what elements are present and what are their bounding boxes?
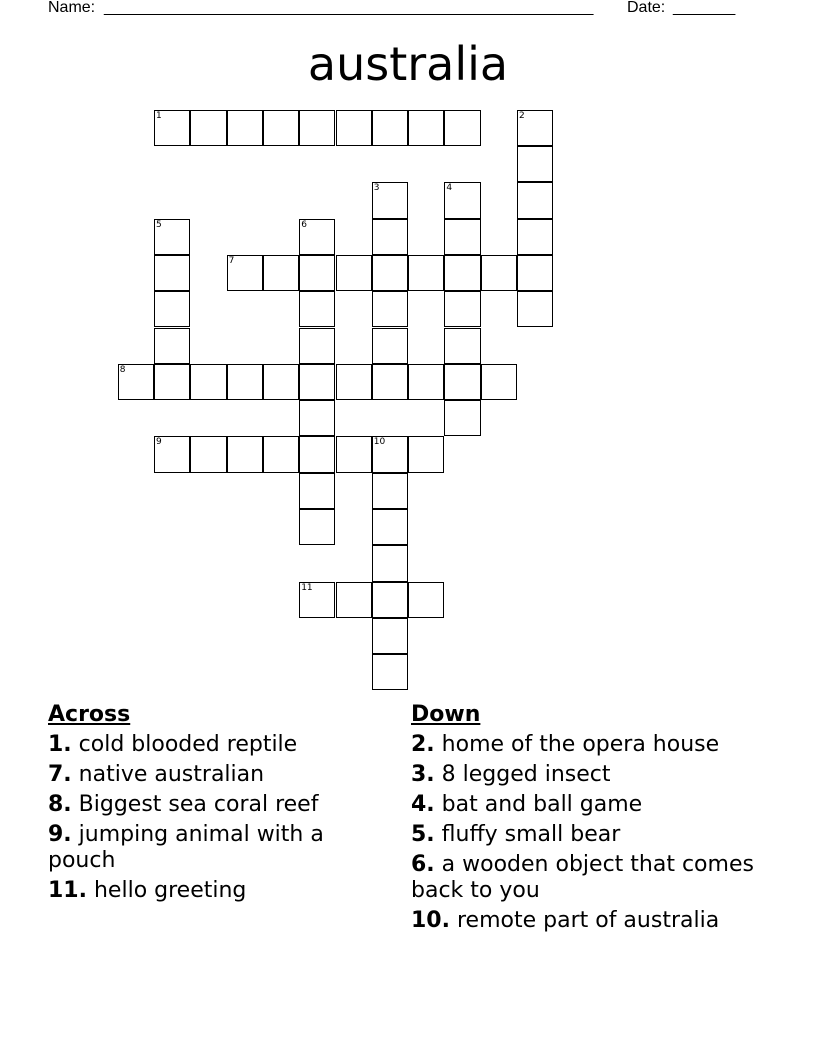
clue-text: bat and ball game — [441, 792, 643, 817]
crossword-cell[interactable] — [517, 255, 553, 291]
down-heading: Down — [411, 702, 481, 727]
across-clue — [48, 792, 368, 818]
crossword-cell[interactable] — [154, 219, 190, 255]
clue-number: 11. — [48, 878, 87, 903]
crossword-cell[interactable] — [372, 654, 408, 690]
clue-text: fluffy small bear — [441, 822, 621, 847]
crossword-cell[interactable] — [154, 110, 190, 146]
crossword-cell[interactable] — [190, 364, 226, 400]
cell-number: 5 — [156, 219, 162, 230]
crossword-cell[interactable] — [154, 436, 190, 472]
crossword-cell[interactable] — [118, 364, 154, 400]
crossword-cell[interactable] — [336, 110, 372, 146]
crossword-cell[interactable] — [517, 146, 553, 182]
down-clue — [411, 852, 771, 904]
crossword-cell[interactable] — [444, 182, 480, 218]
crossword-cell[interactable] — [299, 436, 335, 472]
crossword-cell[interactable] — [227, 436, 263, 472]
crossword-cell[interactable] — [263, 436, 299, 472]
crossword-cell[interactable] — [336, 436, 372, 472]
clue-number: 7. — [48, 762, 72, 787]
down-clues — [411, 702, 771, 938]
crossword-cell[interactable] — [372, 219, 408, 255]
crossword-cell[interactable] — [154, 364, 190, 400]
crossword-cell[interactable] — [227, 255, 263, 291]
cell-number: 4 — [446, 183, 453, 194]
crossword-cell[interactable] — [372, 509, 408, 545]
down-clue — [411, 822, 771, 848]
crossword-cell[interactable] — [299, 400, 335, 436]
down-clue — [411, 908, 771, 934]
crossword-cell[interactable] — [372, 618, 408, 654]
cell-number: 11 — [301, 582, 313, 593]
crossword-cell[interactable] — [372, 255, 408, 291]
across-clue — [48, 822, 368, 874]
cell-number: 10 — [373, 437, 386, 448]
crossword-cell[interactable] — [227, 110, 263, 146]
crossword-cell[interactable] — [372, 473, 408, 509]
crossword-cell[interactable] — [408, 110, 444, 146]
clue-text: cold blooded reptile — [78, 732, 298, 757]
across-clue — [48, 762, 368, 788]
crossword-cell[interactable] — [263, 255, 299, 291]
cell-number: 8 — [119, 364, 126, 375]
date-label: Date: — [627, 0, 666, 16]
clue-text: native australian — [78, 762, 265, 787]
across-clue — [48, 732, 368, 758]
crossword-cell[interactable] — [154, 255, 190, 291]
crossword-cell[interactable] — [299, 219, 335, 255]
name-label: Name: — [48, 0, 96, 16]
crossword-cell[interactable] — [517, 219, 553, 255]
crossword-cell[interactable] — [408, 364, 444, 400]
across-clues — [48, 702, 368, 908]
crossword-cell[interactable] — [444, 364, 480, 400]
crossword-cell[interactable] — [517, 291, 553, 327]
down-clue — [411, 762, 771, 788]
crossword-cell[interactable] — [372, 436, 408, 472]
clue-number: 8. — [48, 792, 72, 817]
crossword-cell[interactable] — [263, 110, 299, 146]
crossword-cell[interactable] — [263, 364, 299, 400]
crossword-cell[interactable] — [408, 255, 444, 291]
clue-text: home of the opera house — [441, 732, 720, 757]
clue-number: 2. — [411, 732, 435, 757]
crossword-cell[interactable] — [336, 364, 372, 400]
crossword-cell[interactable] — [154, 328, 190, 364]
crossword-cell[interactable] — [372, 182, 408, 218]
crossword-cell[interactable] — [444, 110, 480, 146]
crossword-cell[interactable] — [299, 509, 335, 545]
crossword-cell[interactable] — [517, 182, 553, 218]
clue-number: 6. — [411, 852, 435, 877]
clue-number: 1. — [48, 732, 72, 757]
crossword-cell[interactable] — [372, 582, 408, 618]
clue-text: a wooden object that comes back to you — [411, 852, 754, 903]
name-field-line[interactable]: _______________________________________________________ — [104, 0, 594, 16]
crossword-cell[interactable] — [481, 255, 517, 291]
crossword-cell[interactable] — [190, 110, 226, 146]
crossword-cell[interactable] — [372, 545, 408, 581]
crossword-cell[interactable] — [517, 110, 553, 146]
crossword-cell[interactable] — [299, 291, 335, 327]
clue-number: 9. — [48, 822, 72, 847]
crossword-cell[interactable] — [372, 328, 408, 364]
cell-number: 3 — [373, 183, 380, 194]
crossword-cell[interactable] — [444, 255, 480, 291]
clue-text: remote part of australia — [456, 908, 720, 933]
crossword-cell[interactable] — [481, 364, 517, 400]
crossword-cell[interactable] — [408, 582, 444, 618]
crossword-cell[interactable] — [299, 255, 335, 291]
crossword-cell[interactable] — [299, 582, 335, 618]
down-clue — [411, 732, 771, 758]
crossword-cell[interactable] — [299, 110, 335, 146]
down-clue — [411, 792, 771, 818]
clue-text: 8 legged insect — [441, 762, 611, 787]
clue-number: 3. — [411, 762, 435, 787]
across-clue — [48, 878, 368, 904]
crossword-cell[interactable] — [154, 291, 190, 327]
crossword-cell[interactable] — [299, 328, 335, 364]
crossword-cell[interactable] — [372, 291, 408, 327]
cell-number: 1 — [156, 110, 162, 121]
crossword-cell[interactable] — [190, 436, 226, 472]
page-title: australia — [307, 37, 509, 91]
crossword-cell[interactable] — [299, 364, 335, 400]
date-field-line[interactable]: _______ — [673, 0, 736, 16]
crossword-cell[interactable] — [227, 364, 263, 400]
crossword-cell[interactable] — [336, 255, 372, 291]
clue-number: 10. — [411, 908, 450, 933]
crossword-cell[interactable] — [408, 436, 444, 472]
crossword-cell[interactable] — [444, 291, 480, 327]
clue-number: 4. — [411, 792, 435, 817]
crossword-cell[interactable] — [372, 110, 408, 146]
clue-text: Biggest sea coral reef — [78, 792, 319, 817]
cell-number: 6 — [301, 219, 307, 230]
crossword-cell[interactable] — [444, 400, 480, 436]
clue-text: jumping animal with a pouch — [48, 822, 324, 873]
crossword-cell[interactable] — [444, 328, 480, 364]
cell-number: 2 — [519, 110, 525, 121]
crossword-cell[interactable] — [299, 473, 335, 509]
cell-number: 9 — [156, 437, 162, 448]
clue-number: 5. — [411, 822, 435, 847]
crossword-cell[interactable] — [444, 219, 480, 255]
cell-number: 7 — [228, 255, 235, 266]
clue-text: hello greeting — [93, 878, 247, 903]
across-heading: Across — [48, 702, 131, 727]
crossword-cell[interactable] — [372, 364, 408, 400]
crossword-cell[interactable] — [336, 582, 372, 618]
